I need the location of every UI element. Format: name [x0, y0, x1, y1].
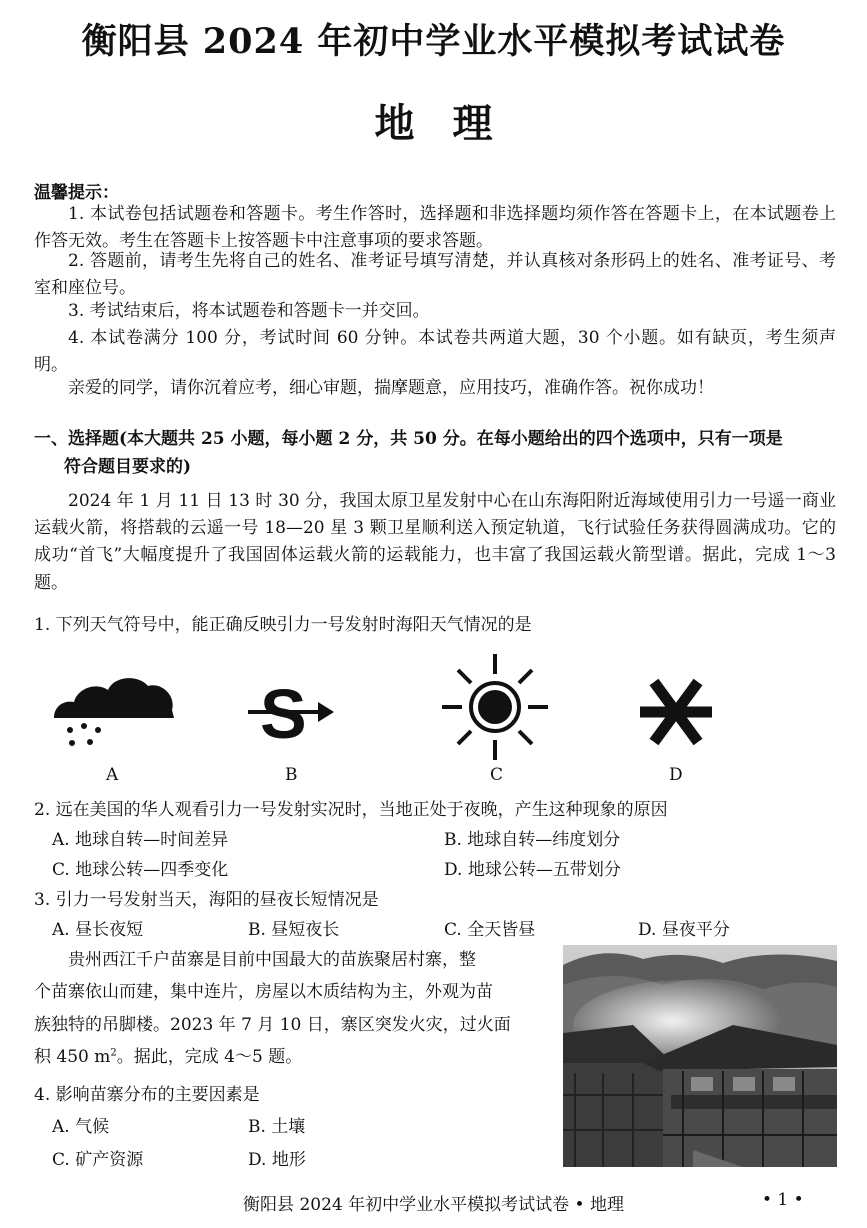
rain-snow-cloud-icon: [50, 670, 178, 750]
subject-title: 地理: [374, 100, 531, 147]
sunny-icon: [440, 652, 550, 762]
miao-village-fire-photo: [563, 945, 837, 1167]
tip-item-1: 1. 本试卷包括试题卷和答题卡。考生作答时，选择题和非选择题均须作答在答题卡上，在本试题卷上作答无效。考生在答题卡上按答题卡中注意事项的要求答题。: [34, 204, 836, 252]
passage-miao-line-2: 个苗寨依山而建，集中连片，房屋以木质结构为主，外观为苗: [34, 982, 493, 1002]
passage-miao-line-3: 族独特的吊脚楼。2023 年 7 月 10 日，寨区突发火灾，过火面: [34, 1015, 511, 1035]
question-4-stem: 4. 影响苗寨分布的主要因素是: [34, 1085, 260, 1105]
icon-label-a: A: [106, 765, 119, 785]
question-2-option-d: D. 地球公转—五带划分: [444, 860, 621, 880]
passage-miao-area: 积 450 m: [34, 1047, 111, 1067]
question-4-option-a: A. 气候: [52, 1117, 110, 1137]
icon-label-b: B: [285, 765, 298, 785]
question-2-stem: 2. 远在美国的华人观看引力一号发射实况时，当地正处于夜晚，产生这种现象的原因: [34, 800, 668, 820]
tip-item-4: 4. 本试卷满分 100 分，考试时间 60 分钟。本试卷共两道大题，30 个小题。如有缺页，考生须声明。: [34, 328, 836, 376]
question-2-option-a: A. 地球自转—时间差异: [52, 830, 229, 850]
page-footer: 衡阳县 2024 年初中学业水平模拟考试试卷 • 地理: [243, 1195, 624, 1215]
passage-miao-area-sup: 2: [110, 1047, 117, 1059]
question-2-option-c: C. 地球公转—四季变化: [52, 860, 229, 880]
wind-sandstorm-icon: [246, 676, 336, 746]
passage-miao-line-4-end: 。据此，完成 4～5 题。: [116, 1047, 303, 1067]
section-1-heading-line1: 一、选择题(本大题共 25 小题，每小题 2 分，共 50 分。在每小题给出的四个选项中，只有一项是: [34, 429, 783, 449]
tip-item-3: 3. 考试结束后，将本试题卷和答题卡一并交回。: [68, 301, 430, 321]
icon-label-c: C: [490, 765, 504, 785]
question-1-stem: 1. 下列天气符号中，能正确反映引力一号发射时海阳天气情况的是: [34, 615, 532, 635]
passage-miao-line-1: 贵州西江千户苗寨是目前中国最大的苗族聚居村寨，整: [68, 950, 476, 970]
question-2-option-b: B. 地球自转—纬度划分: [444, 830, 621, 850]
icon-label-d: D: [669, 765, 683, 785]
section-1-heading: [34, 425, 836, 481]
exam-title: 衡阳县 2024 年初中学业水平模拟考试试卷: [81, 21, 786, 62]
question-4-option-d: D. 地形: [248, 1150, 306, 1170]
page-number: • 1 •: [762, 1190, 804, 1210]
snowflake-icon: [636, 676, 716, 748]
question-3-option-b: B. 昼短夜长: [248, 920, 340, 940]
question-3-option-c: C. 全天皆昼: [444, 920, 536, 940]
question-4-option-b: B. 土壤: [248, 1117, 306, 1137]
passage-miao-line-4: [34, 1042, 302, 1067]
svg-text:S: S: [260, 676, 307, 746]
question-3-option-d: D. 昼夜平分: [638, 920, 730, 940]
tips-heading: 温馨提示：: [34, 183, 119, 203]
passage-rocket-launch: 2024 年 1 月 11 日 13 时 30 分，我国太原卫星发射中心在山东海阳附近海域使用引力一号遥一商业运载火箭，将搭载的云遥一号 18—20 星 3 颗卫星顺利送入预定轨道，飞行试验任务获得圆满成功。它的成功“首飞”大幅度提升了我国固体运载火箭的运载能力，也丰富了我国运载火箭型谱。据此，完成 1～3 题。: [34, 491, 836, 593]
question-3-stem: 3. 引力一号发射当天，海阳的昼夜长短情况是: [34, 890, 379, 910]
question-4-option-c: C. 矿产资源: [52, 1150, 144, 1170]
section-1-heading-line2: 符合题目要求的): [64, 457, 192, 477]
question-3-option-a: A. 昼长夜短: [52, 920, 144, 940]
tip-item-2: 2. 答题前，请考生先将自己的姓名、准考证号填写清楚，并认真核对条形码上的姓名、准考证号、考室和座位号。: [34, 251, 836, 299]
tip-encouragement: 亲爱的同学，请你沉着应考，细心审题，揣摩题意，应用技巧，准确作答。祝你成功！: [68, 378, 714, 398]
